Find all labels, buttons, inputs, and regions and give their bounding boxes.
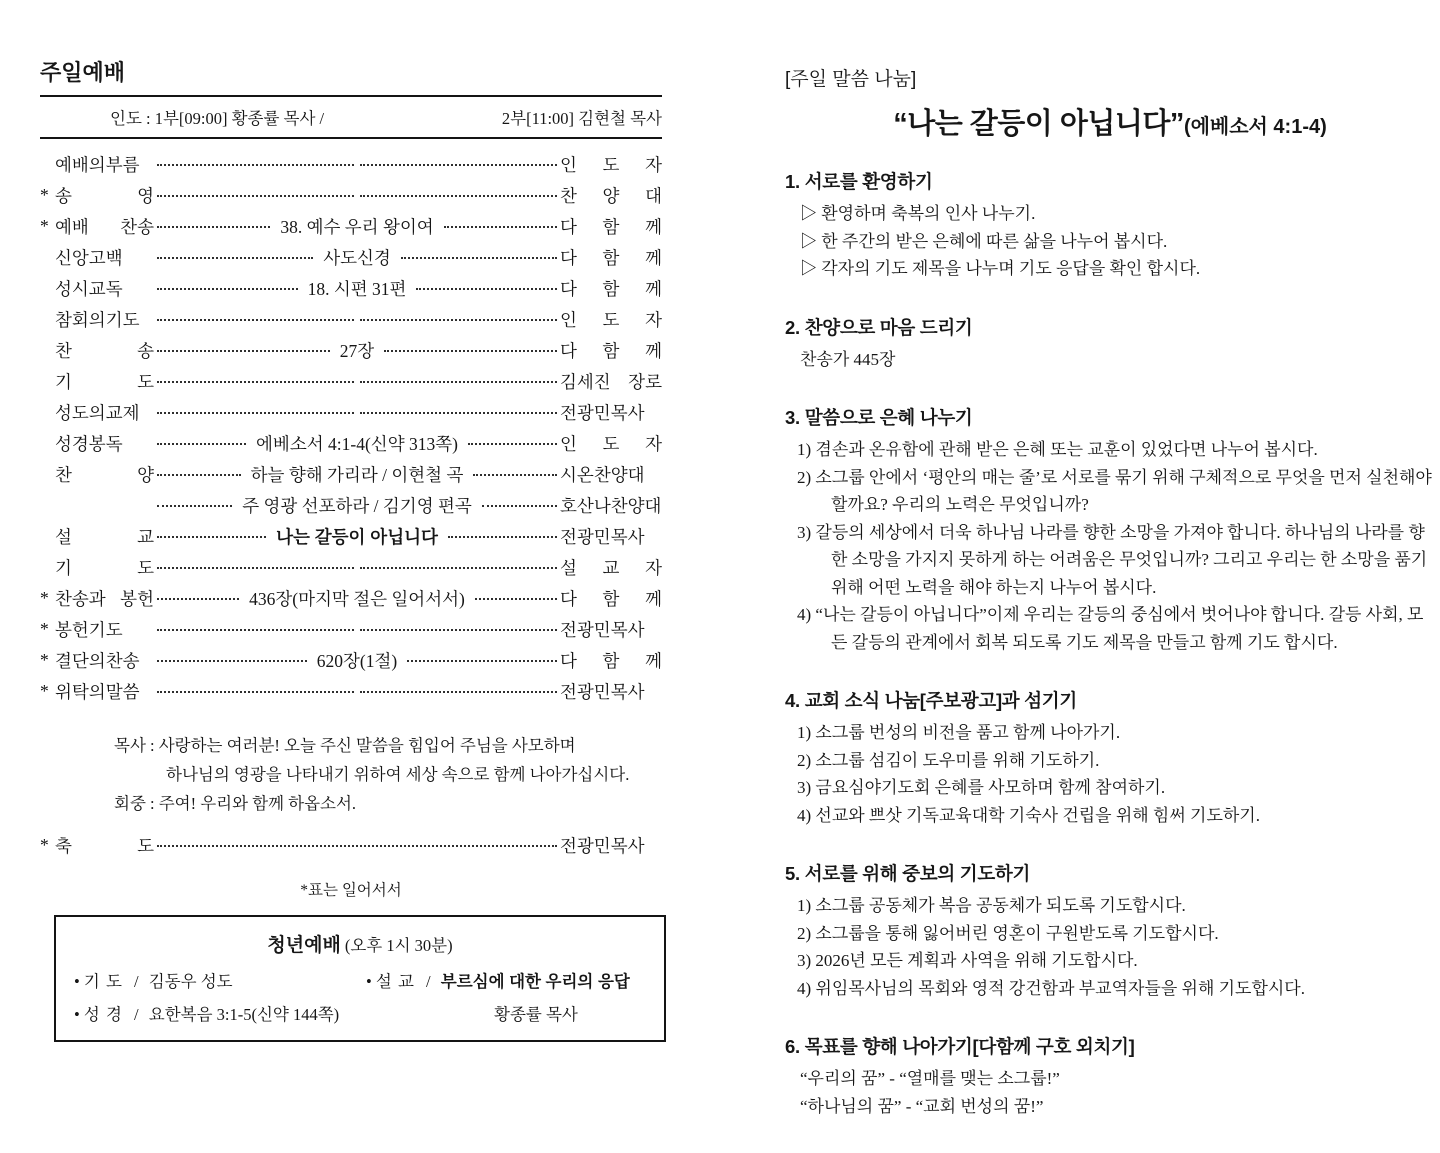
separator: / xyxy=(134,972,139,991)
standing-asterisk: * xyxy=(40,588,49,608)
sharing-tagline: [주일 말씀 나눔] xyxy=(785,69,917,90)
youth-item-label: 성 경 xyxy=(83,1005,122,1024)
section-item: 4) 선교와 쁘삿 기독교육대학 기숙사 건립을 위해 힘써 기도하기. xyxy=(797,805,1260,825)
section-item: 2) 소그룹을 통해 잃어버린 영혼이 구원받도록 기도합시다. xyxy=(797,923,1219,943)
section-number: 4. xyxy=(785,690,800,711)
order-item-detail: 나는 갈등이 아닙니다 xyxy=(276,527,438,547)
youth-worship-box xyxy=(54,915,666,1042)
dot-leader xyxy=(401,257,557,259)
order-item-detail: 에베소서 4:1-4(신약 313쪽) xyxy=(256,434,458,454)
order-item-label: 송 영 xyxy=(55,186,154,206)
order-item-performer: 김세진 장로 xyxy=(560,372,662,392)
dot-leader xyxy=(384,350,557,352)
sharing-section xyxy=(785,1035,1435,1120)
order-item-detail: 27장 xyxy=(339,341,375,361)
order-item-performer: 설 교 자 xyxy=(560,558,662,578)
section-header xyxy=(785,689,1435,713)
sermon-title xyxy=(785,101,1435,142)
dot-leader xyxy=(360,381,557,383)
section-header xyxy=(785,1035,1435,1059)
dot-leader xyxy=(157,691,354,693)
worship-order-row xyxy=(40,335,662,366)
call-line: 목사 : 사랑하는 여러분! 오늘 주신 말씀을 힘입어 주님을 사모하며 xyxy=(114,736,576,755)
dot-leader xyxy=(360,195,557,197)
worship-order-list xyxy=(40,149,662,707)
section-items xyxy=(785,436,1435,656)
standing-asterisk: * xyxy=(40,216,49,236)
dot-leader xyxy=(360,691,557,693)
dot-leader xyxy=(448,536,557,538)
section-item: 2) 소그룹 섬김이 도우미를 위해 기도하기. xyxy=(797,750,1100,770)
worship-order-row xyxy=(40,273,662,304)
order-item-performer: 전광민목사 xyxy=(560,682,645,702)
dot-leader xyxy=(157,319,354,321)
order-item-detail: 436장(마지막 절은 일어서서) xyxy=(249,589,465,609)
order-item-label: 참회의기도 xyxy=(55,310,140,330)
first-service-leader: 인도 : 1부[09:00] 황종률 목사 / xyxy=(110,109,325,128)
worship-order-row xyxy=(40,428,662,459)
order-item-performer: 인 도 자 xyxy=(560,155,662,175)
worship-order-row xyxy=(40,397,662,428)
order-item-label: 기 도 xyxy=(55,558,154,578)
order-item-performer: 다 함 께 xyxy=(560,248,662,268)
standing-asterisk: * xyxy=(40,681,49,701)
section-header xyxy=(785,406,1435,430)
youth-sermon-item xyxy=(366,968,646,992)
divider xyxy=(40,137,662,139)
call-line: 하나님의 영광을 나타내기 위하여 세상 속으로 함께 나아가십시다. xyxy=(166,765,630,784)
worship-order-row xyxy=(40,645,662,676)
worship-order-row xyxy=(40,242,662,273)
youth-worship-header xyxy=(74,930,646,957)
youth-scripture-item xyxy=(74,1001,366,1025)
order-item-detail: 사도신경 xyxy=(323,248,391,268)
dot-leader xyxy=(157,567,354,569)
order-item-label: 기 도 xyxy=(55,372,154,392)
order-item-label: 봉헌기도 xyxy=(55,620,123,640)
order-item-label: 예배의부름 xyxy=(55,155,140,175)
order-item-label: 찬 양 xyxy=(55,465,154,485)
section-items xyxy=(785,719,1435,829)
section-number: 3. xyxy=(785,407,800,428)
dot-leader xyxy=(157,845,557,847)
order-item-performer: 다 함 께 xyxy=(560,651,662,671)
youth-item-label: 기 도 xyxy=(83,972,122,991)
bullet-icon: • xyxy=(74,972,80,991)
left-page xyxy=(40,60,662,1042)
section-item: 2) 소그룹 안에서 ‘평안의 매는 줄’로 서로를 묶기 위해 구체적으로 무엇을 먼저 실천해야 할까요? 우리의 노력은 무엇입니까? xyxy=(797,467,1432,514)
order-item-label: 성도의교제 xyxy=(55,403,140,423)
order-item-detail: 18. 시편 31편 xyxy=(307,279,407,299)
dot-leader xyxy=(157,288,298,290)
dot-leader xyxy=(157,412,354,414)
section-item: “우리의 꿈” - “열매를 맺는 소그룹!” xyxy=(800,1069,1060,1088)
section-item: 3) 2026년 모든 계획과 사역을 위해 기도합시다. xyxy=(797,951,1138,970)
standing-footnote: *표는 일어서서 xyxy=(300,882,402,899)
section-items xyxy=(785,1065,1435,1120)
sharing-section xyxy=(785,689,1435,829)
dot-leader xyxy=(157,474,241,476)
order-item-detail: 하늘 향해 가리라 / 이현철 곡 xyxy=(250,465,464,485)
standing-asterisk: * xyxy=(40,185,49,205)
order-item-label: 예배 찬송 xyxy=(55,217,154,237)
section-item: ▷ 환영하며 축복의 인사 나누기. xyxy=(800,204,1036,223)
worship-order-row xyxy=(40,180,662,211)
worship-order-row xyxy=(40,366,662,397)
worship-order-row xyxy=(40,552,662,583)
section-title: 목표를 향해 나아가기[다함께 구호 외치기] xyxy=(804,1036,1135,1057)
pastor-congregation-call xyxy=(114,731,662,818)
youth-worship-title: 청년예배 xyxy=(267,935,341,956)
dot-leader xyxy=(360,412,557,414)
order-item-label: 위탁의말씀 xyxy=(55,682,140,702)
standing-asterisk: * xyxy=(40,650,49,670)
worship-order-row xyxy=(40,583,662,614)
order-item-performer: 전광민목사 xyxy=(560,620,645,640)
section-item: 4) “나는 갈등이 아닙니다”이제 우리는 갈등의 중심에서 벗어나야 합니다. 갈등 사회, 모든 갈등의 관계에서 회복 되도록 기도 제목을 만들고 함께 기도 합시다. xyxy=(797,605,1424,652)
benediction-row xyxy=(40,830,662,861)
section-title: 서로를 환영하기 xyxy=(804,171,933,192)
dot-leader xyxy=(360,164,557,166)
order-item-label: 설 교 xyxy=(55,527,154,547)
dot-leader xyxy=(157,660,307,662)
youth-item-value: 김동우 성도 xyxy=(148,972,233,991)
youth-item-label: 설 교 xyxy=(375,972,414,991)
section-header xyxy=(785,170,1435,194)
bullet-icon: • xyxy=(366,972,372,991)
order-item-detail: 620장(1절) xyxy=(316,651,398,671)
order-item-performer: 전광민목사 xyxy=(560,836,645,856)
sharing-section xyxy=(785,316,1435,374)
order-item-label: 찬송과 봉헌 xyxy=(55,589,154,609)
order-item-performer: 호산나찬양대 xyxy=(560,496,662,516)
youth-worship-grid xyxy=(74,968,646,1025)
section-items xyxy=(785,892,1435,1002)
section-item: “하나님의 꿈” - “교회 번성의 꿈!” xyxy=(800,1096,1044,1116)
second-service-leader: 2부[11:00] 김현철 목사 xyxy=(501,109,662,128)
section-item: 3) 갈등의 세상에서 더욱 하나님 나라를 향한 소망을 가져야 합니다. 하나님의 나라를 향한 소망을 가지지 못하게 하는 어려움은 무엇입니까? 그리고 우리는 한 소망을 품기 위해 어떤 노력을 해야 하는지 나누어 봅시다. xyxy=(797,522,1428,597)
dot-leader xyxy=(475,598,557,600)
worship-order-row xyxy=(40,490,662,521)
dot-leader xyxy=(157,598,239,600)
separator: / xyxy=(426,972,431,991)
separator: / xyxy=(134,1005,139,1024)
service-leaders-line xyxy=(40,97,662,137)
worship-order-row xyxy=(40,676,662,707)
order-item-performer: 인 도 자 xyxy=(560,434,662,454)
section-header xyxy=(785,316,1435,340)
section-item: 1) 소그룹 공동체가 복음 공동체가 되도록 기도합시다. xyxy=(797,896,1186,915)
section-item: 4) 위임목사님의 목회와 영적 강건함과 부교역자들을 위해 기도합시다. xyxy=(797,978,1305,998)
section-items xyxy=(785,200,1435,283)
section-number: 5. xyxy=(785,863,800,884)
worship-order-row xyxy=(40,149,662,180)
dot-leader xyxy=(157,226,270,228)
sharing-section xyxy=(785,862,1435,1002)
section-title: 교회 소식 나눔[주보광고]과 섬기기 xyxy=(804,690,1077,711)
dot-leader xyxy=(468,443,557,445)
order-item-performer: 전광민목사 xyxy=(560,403,645,423)
page-title: 주일예배 xyxy=(40,60,126,85)
right-page xyxy=(785,64,1435,1153)
dot-leader xyxy=(473,474,557,476)
youth-sermon-pastor: 황종률 목사 xyxy=(494,1005,578,1024)
order-item-performer: 인 도 자 xyxy=(560,310,662,330)
section-number: 6. xyxy=(785,1036,800,1057)
standing-asterisk: * xyxy=(40,835,49,855)
youth-prayer-item xyxy=(74,968,366,992)
sharing-section xyxy=(785,406,1435,656)
dot-leader xyxy=(157,257,313,259)
section-item: 1) 겸손과 온유함에 관해 받은 은혜 또는 교훈이 있었다면 나누어 봅시다. xyxy=(797,440,1318,459)
call-line: 회중 : 주여! 우리와 함께 하옵소서. xyxy=(114,794,357,813)
worship-order-row xyxy=(40,521,662,552)
dot-leader xyxy=(157,195,354,197)
order-item-performer: 다 함 께 xyxy=(560,589,662,609)
dot-leader xyxy=(157,536,266,538)
dot-leader xyxy=(360,629,557,631)
order-item-detail: 주 영광 선포하라 / 김기영 편곡 xyxy=(242,496,472,516)
standing-asterisk: * xyxy=(40,619,49,639)
dot-leader xyxy=(157,350,330,352)
worship-order-row xyxy=(40,211,662,242)
dot-leader xyxy=(360,319,557,321)
youth-item-value: 요한복음 3:1-5(신약 144쪽) xyxy=(148,1005,340,1024)
order-item-performer: 다 함 께 xyxy=(560,217,662,237)
dot-leader xyxy=(482,505,557,507)
dot-leader xyxy=(157,505,232,507)
order-item-label: 성경봉독 xyxy=(55,434,123,454)
bullet-icon: • xyxy=(74,1005,80,1024)
worship-order-row xyxy=(40,614,662,645)
order-item-performer: 전광민목사 xyxy=(560,527,645,547)
section-item: 3) 금요심야기도회 은혜를 사모하며 함께 참여하기. xyxy=(797,778,1166,797)
section-number: 1. xyxy=(785,171,800,192)
worship-order-row xyxy=(40,459,662,490)
order-item-performer: 시온찬양대 xyxy=(560,465,645,485)
sharing-section xyxy=(785,170,1435,283)
dot-leader xyxy=(444,226,557,228)
youth-worship-time: (오후 1시 30분) xyxy=(344,936,453,955)
section-item: 찬송가 445장 xyxy=(800,349,896,369)
section-header xyxy=(785,862,1435,886)
order-item-performer: 다 함 께 xyxy=(560,279,662,299)
order-item-performer: 다 함 께 xyxy=(560,341,662,361)
section-title: 서로를 위해 중보의 기도하기 xyxy=(804,863,1031,884)
dot-leader xyxy=(157,443,246,445)
section-item: 1) 소그룹 번성의 비전을 품고 함께 나아가기. xyxy=(797,723,1121,742)
worship-order-row xyxy=(40,304,662,335)
order-item-performer: 찬 양 대 xyxy=(560,186,662,206)
dot-leader xyxy=(407,660,557,662)
sermon-scripture-ref: (에베소서 4:1-4) xyxy=(1183,116,1327,138)
order-item-label: 찬 송 xyxy=(55,341,154,361)
dot-leader xyxy=(157,381,354,383)
dot-leader xyxy=(157,629,354,631)
order-item-label: 결단의찬송 xyxy=(55,651,140,671)
section-title: 말씀으로 은혜 나누기 xyxy=(804,407,973,428)
section-items xyxy=(785,346,1435,374)
section-item: ▷ 각자의 기도 제목을 나누며 기도 응답을 확인 합시다. xyxy=(800,259,1201,278)
order-item-label: 축 도 xyxy=(55,836,154,856)
dot-leader xyxy=(416,288,557,290)
section-number: 2. xyxy=(785,316,800,338)
sharing-sections xyxy=(785,170,1435,1120)
order-item-detail: 38. 예수 우리 왕이여 xyxy=(280,217,434,237)
dot-leader xyxy=(360,567,557,569)
youth-sermon-title: 부르심에 대한 우리의 응답 xyxy=(440,973,630,991)
order-item-label: 신앙고백 xyxy=(55,248,123,268)
order-item-label: 성시교독 xyxy=(55,279,123,299)
section-title: 찬양으로 마음 드리기 xyxy=(804,316,973,338)
section-item: ▷ 한 주간의 받은 은혜에 따른 삶을 나누어 봅시다. xyxy=(800,231,1168,251)
dot-leader xyxy=(157,164,354,166)
sermon-title-quote: “나는 갈등이 아닙니다” xyxy=(893,108,1184,140)
